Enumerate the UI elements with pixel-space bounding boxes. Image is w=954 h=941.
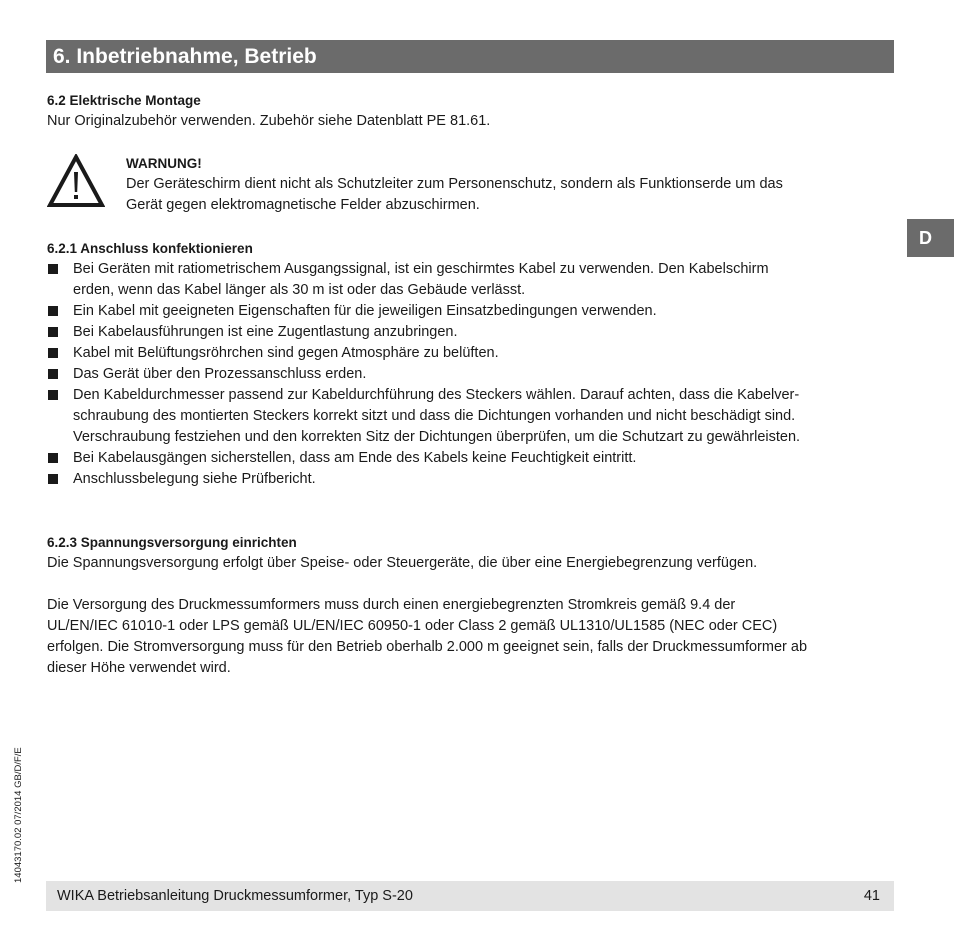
paragraph-supply-requirements	[47, 595, 895, 679]
warning-triangle-icon	[47, 154, 105, 208]
bullet-square-icon	[48, 390, 58, 400]
list-item	[47, 364, 895, 385]
bullet-square-icon	[48, 348, 58, 358]
list-item-line: Verschraubung festziehen und den korrekten Sitz der Dichtungen überprüfen, um die Schutzart zu gewährleisten.	[73, 429, 801, 445]
document-code: 14043170.02 07/2014 GB/D/F/E	[13, 747, 24, 883]
list-item	[47, 322, 895, 343]
list-item	[47, 301, 895, 322]
paragraph-line: UL/EN/IEC 61010-1 oder LPS gemäß UL/EN/IEC 60950-1 oder Class 2 gemäß UL1310/UL1585 (NEC oder CEC)	[47, 618, 778, 634]
list-item-line: erden, wenn das Kabel länger als 30 m ist oder das Gebäude verlässt.	[73, 282, 526, 298]
heading-6-2: 6.2 Elektrische Montage	[47, 93, 201, 108]
list-item-line: Den Kabeldurchmesser passend zur Kabeldurchführung des Steckers wählen. Darauf achten, dass die Kabelver-	[73, 387, 800, 403]
list-item	[47, 343, 895, 364]
paragraph-accessories: Nur Originalzubehör verwenden. Zubehör siehe Datenblatt PE 81.61.	[47, 113, 491, 129]
language-tab: D	[907, 219, 954, 257]
list-item-line: Bei Kabelausgängen sicherstellen, dass am Ende des Kabels keine Feuchtigkeit eintritt.	[73, 450, 637, 466]
warning-text	[126, 153, 886, 216]
list-item-line: Anschlussbelegung siehe Prüfbericht.	[73, 471, 316, 487]
bullet-list	[47, 259, 895, 490]
list-item	[47, 259, 895, 301]
paragraph-supply: Die Spannungsversorgung erfolgt über Speise- oder Steuergeräte, die über eine Energiebegrenzung verfügen.	[47, 555, 758, 571]
list-item-line: Bei Geräten mit ratiometrischem Ausgangssignal, ist ein geschirmtes Kabel zu verwenden. Den Kabelschirm	[73, 261, 769, 277]
warning-line: Der Geräteschirm dient nicht als Schutzleiter zum Personenschutz, sondern als Funktionserde um das	[126, 176, 783, 192]
list-item	[47, 448, 895, 469]
page-content	[47, 90, 895, 679]
bullet-square-icon	[48, 327, 58, 337]
footer-title: WIKA Betriebsanleitung Druckmessumformer, Typ S-20	[57, 888, 413, 904]
warning-line: Gerät gegen elektromagnetische Felder abzuschirmen.	[126, 197, 480, 213]
warning-title: WARNUNG!	[126, 156, 202, 171]
list-item	[47, 385, 895, 448]
section-title: 6. Inbetriebnahme, Betrieb	[46, 40, 894, 73]
list-item	[47, 469, 895, 490]
list-item-line: schraubung des montierten Steckers korrekt sitzt und dass die Dichtungen vorhanden und nicht beschädigt sind.	[73, 408, 796, 424]
page-footer	[46, 881, 894, 911]
list-item-line: Das Gerät über den Prozessanschluss erden.	[73, 366, 367, 382]
bullet-square-icon	[48, 369, 58, 379]
heading-6-2-3: 6.2.3 Spannungsversorgung einrichten	[47, 535, 297, 550]
bullet-square-icon	[48, 453, 58, 463]
bullet-square-icon	[48, 474, 58, 484]
warning-block	[47, 153, 895, 221]
list-item-line: Kabel mit Belüftungsröhrchen sind gegen Atmosphäre zu belüften.	[73, 345, 499, 361]
page-number: 41	[863, 888, 880, 904]
paragraph-line: dieser Höhe verwendet wird.	[47, 660, 231, 676]
bullet-square-icon	[48, 306, 58, 316]
list-item-line: Ein Kabel mit geeigneten Eigenschaften für die jeweiligen Einsatzbedingungen verwenden.	[73, 303, 657, 319]
paragraph-line: erfolgen. Die Stromversorgung muss für den Betrieb oberhalb 2.000 m geeignet sein, falls der Druckmessumformer ab	[47, 639, 808, 655]
paragraph-line: Die Versorgung des Druckmessumformers muss durch einen energiebegrenzten Stromkreis gemäß 9.4 der	[47, 597, 736, 613]
list-item-line: Bei Kabelausführungen ist eine Zugentlastung anzubringen.	[73, 324, 458, 340]
bullet-square-icon	[48, 264, 58, 274]
heading-6-2-1: 6.2.1 Anschluss konfektionieren	[47, 241, 253, 256]
